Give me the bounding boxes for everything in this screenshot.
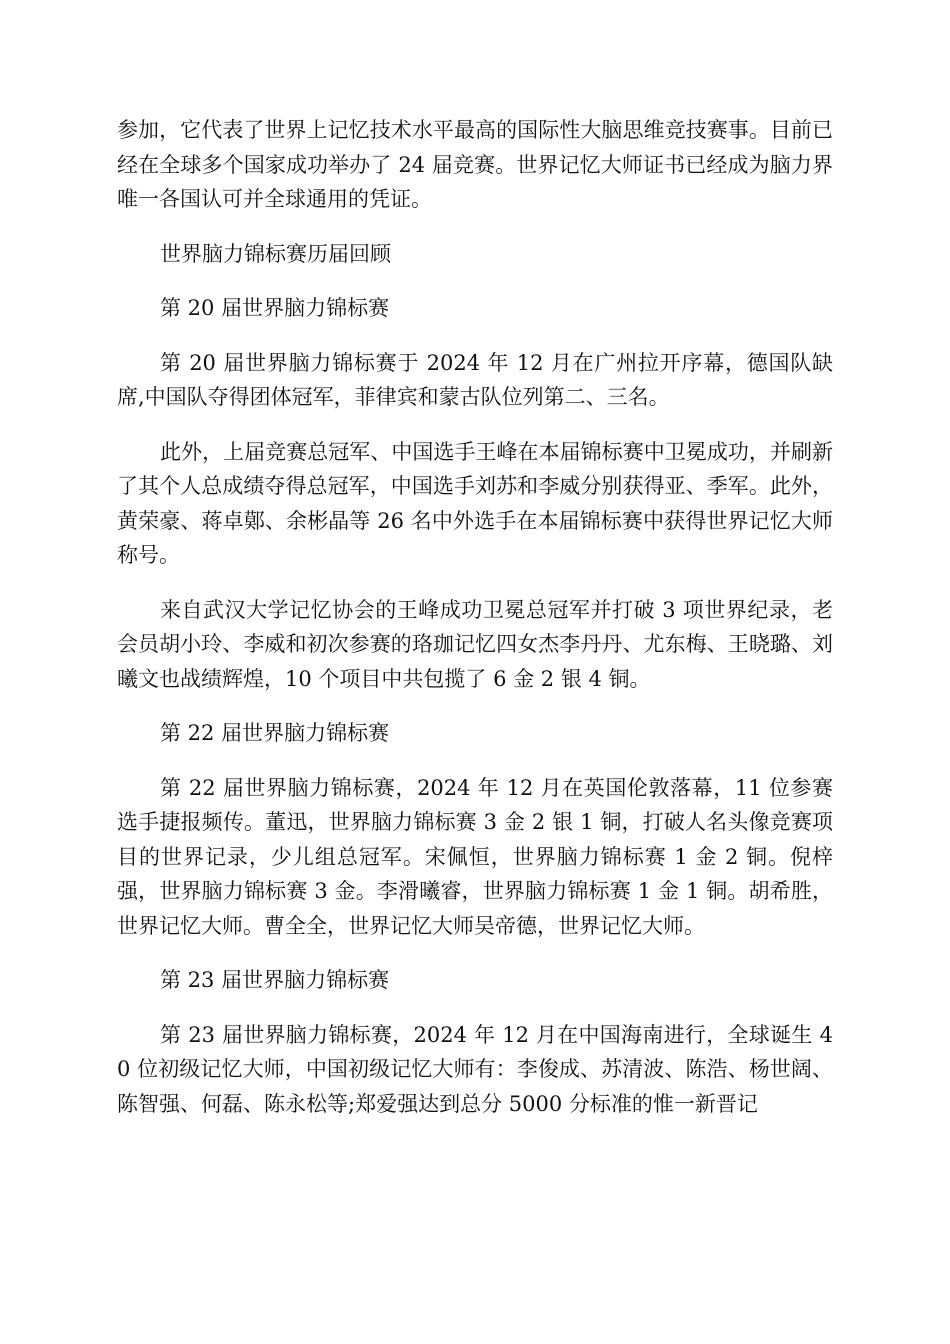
section-heading-history-review: 世界脑力锦标赛历届回顾 xyxy=(160,241,391,266)
document-body xyxy=(117,113,833,1141)
paragraph-20th-champions: 此外，上届竞赛总冠军、中国选手王峰在本届锦标赛中卫冕成功，并刷新了其个人总成绩夺得总冠军，中国选手刘苏和李威分别获得亚、季军。此外，黄荣豪、蒋卓鄚、余彬晶等 26 名中外选手在本届锦标赛中获得世界记忆大师称号。 xyxy=(117,439,833,567)
paragraph-23rd-summary: 第 23 届世界脑力锦标赛，2024 年 12 月在中国海南进行，全球诞生 40 位初级记忆大师，中国初级记忆大师有：李俊成、苏清波、陈浩、杨世阔、陈智强、何磊、陈永松等;郑爱强达到总分 5000 分标准的惟一新晋记 xyxy=(117,1022,833,1116)
section-heading-23rd: 第 23 届世界脑力锦标赛 xyxy=(160,968,390,992)
section-heading-20th: 第 20 届世界脑力锦标赛 xyxy=(160,296,390,320)
paragraph-22nd-summary: 第 22 届世界脑力锦标赛，2024 年 12 月在英国伦敦落幕，11 位参赛选手捷报频传。董迅，世界脑力锦标赛 3 金 2 银 1 铜，打破人名头像竞赛项目的世界记录，少儿组总冠军。宋佩恒，世界脑力锦标赛 1 金 2 铜。倪梓强，世界脑力锦标赛 3 金。李滑曦睿，世界脑力锦标赛 1 金 1 铜。胡希胜，世界记忆大师。曹全全，世界记忆大师吴帝德，世界记忆大师。 xyxy=(117,775,833,938)
paragraph-intro-continuation: 参加，它代表了世界上记忆技术水平最高的国际性大脑思维竞技赛事。目前已经在全球多个国家成功举办了 24 届竞赛。世界记忆大师证书已经成为脑力界唯一各国认可并全球通用的凭证。 xyxy=(117,118,833,211)
section-heading-22nd: 第 22 届世界脑力锦标赛 xyxy=(160,721,390,745)
paragraph-20th-summary: 第 20 届世界脑力锦标赛于 2024 年 12 月在广州拉开序幕，德国队缺席,中国队夺得团体冠军，菲律宾和蒙古队位列第二、三名。 xyxy=(117,350,833,409)
paragraph-20th-wuhan: 来自武汉大学记忆协会的王峰成功卫冕总冠军并打破 3 项世界纪录，老会员胡小玲、李威和初次参赛的珞珈记忆四女杰李丹丹、尤东梅、王晓璐、刘曦文也战绩辉煌，10 个项目中共包揽了 6 金 2 银 4 铜。 xyxy=(117,597,833,691)
